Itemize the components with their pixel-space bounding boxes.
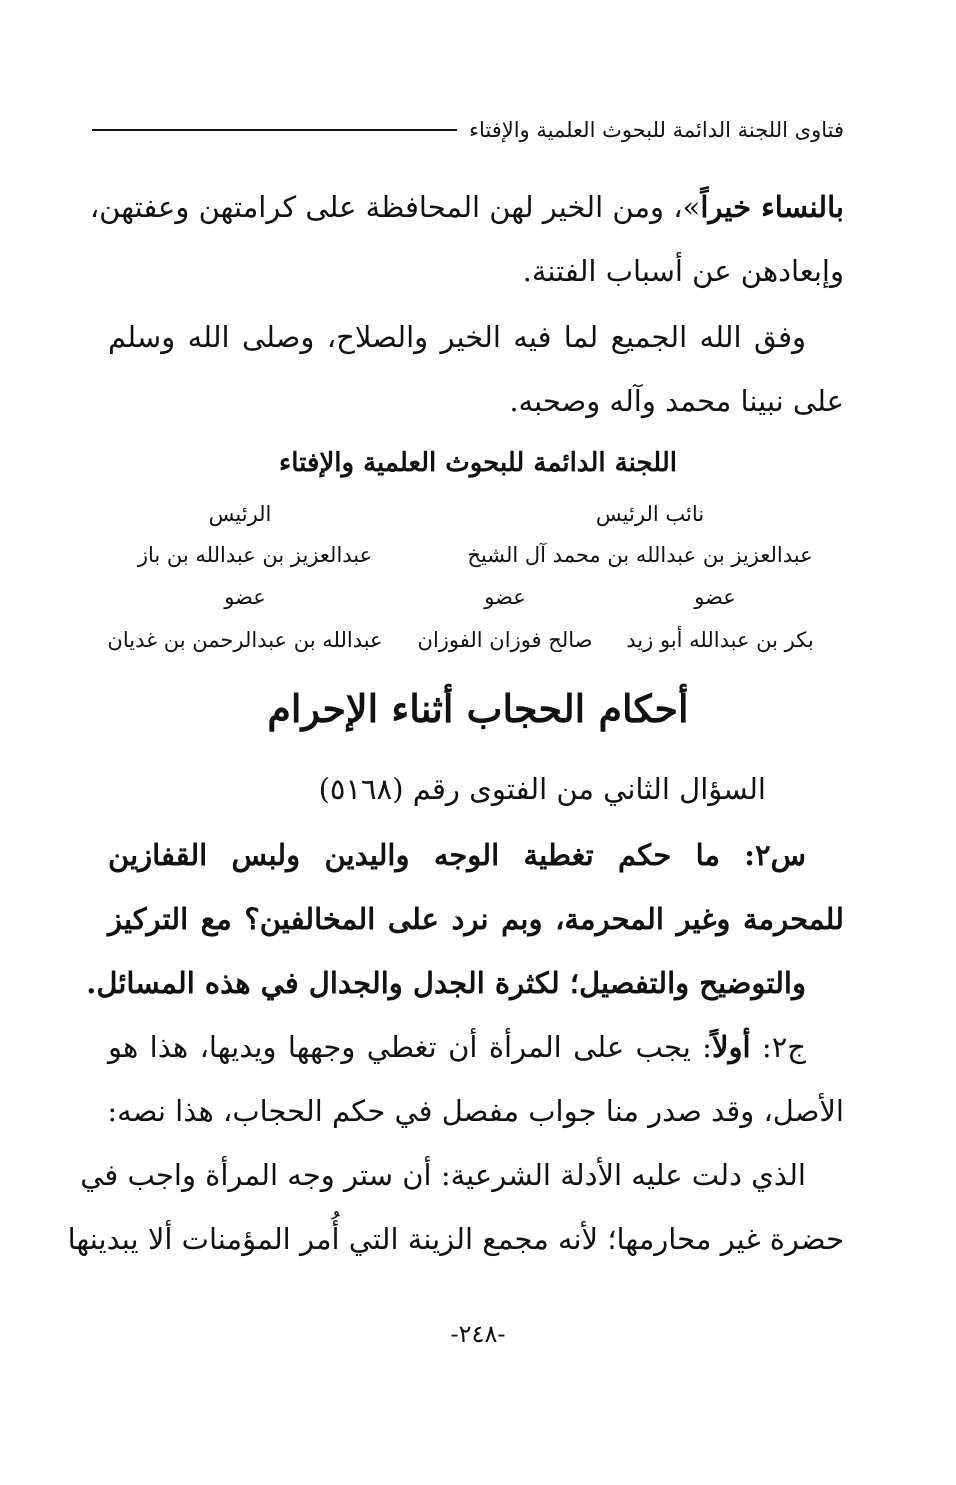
intro-line-4: على نبينا محمد وآله وصحبه. <box>509 384 844 418</box>
header-rule <box>92 129 457 131</box>
page-number: -٢٤٨- <box>450 1320 506 1348</box>
vice-president-name: عبدالعزيز بن عبدالله بن محمد آل الشيخ <box>467 543 813 567</box>
question-line-2: للمحرمة وغير المحرمة، وبم نرد على المخالفين؟ مع التركيز <box>108 902 844 936</box>
question-line-1: س٢: ما حكم تغطية الوجه واليدين ولبس القفازين <box>108 838 806 872</box>
member-label-1: عضو <box>694 585 736 609</box>
vice-president-title: نائب الرئيس <box>595 502 705 526</box>
committee-title: اللجنة الدائمة للبحوث العلمية والإفتاء <box>279 448 677 478</box>
answer-line-1-rest: : يجب على المرأة أن تغطي وجهها ويديها، هذا هو <box>108 1030 712 1064</box>
member-label-2: عضو <box>484 585 526 609</box>
intro-line-1-rest: »، ومن الخير لهن المحافظة على كرامتهن وعفتهن، <box>89 190 701 224</box>
answer-prefix: ج٢: <box>750 1030 806 1064</box>
answer-line-1 <box>108 1030 806 1065</box>
member-name-3: عبدالله بن عبدالرحمن بن غديان <box>107 628 383 652</box>
answer-line-4: حضرة غير محارمها؛ لأنه مجمع الزينة التي أُمر المؤمنات ألا يبدينها <box>67 1222 844 1256</box>
president-name: عبدالعزيز بن عبدالله بن باز <box>137 543 373 567</box>
header-title: فتاوى اللجنة الدائمة للبحوث العلمية والإفتاء <box>469 118 844 142</box>
question-line-3: والتوضيح والتفصيل؛ لكثرة الجدل والجدال في هذه المسائل. <box>86 966 806 1000</box>
intro-line-1 <box>89 190 844 225</box>
member-label-3: عضو <box>224 585 266 609</box>
answer-line-3: الذي دلت عليه الأدلة الشرعية: أن ستر وجه المرأة واجب في <box>80 1158 806 1192</box>
section-heading: أحكام الحجاب أثناء الإحرام <box>267 686 689 731</box>
running-header <box>92 112 844 148</box>
member-name-1: بكر بن عبدالله أبو زيد <box>626 628 814 652</box>
president-title: الرئيس <box>208 502 272 526</box>
intro-bold-phrase: بالنساء خيراً <box>700 190 844 224</box>
intro-line-2: وإبعادهن عن أسباب الفتنة. <box>522 254 844 288</box>
fatwa-reference: السؤال الثاني من الفتوى رقم (٥١٦٨) <box>318 772 766 806</box>
intro-line-3: وفق الله الجميع لما فيه الخير والصلاح، وصلى الله وسلم <box>108 320 806 354</box>
member-name-2: صالح فوزان الفوزان <box>417 628 593 652</box>
answer-line-2: الأصل، وقد صدر منا جواب مفصل في حكم الحجاب، هذا نصه: <box>107 1094 844 1128</box>
answer-bold-first: أولاً <box>711 1030 751 1064</box>
